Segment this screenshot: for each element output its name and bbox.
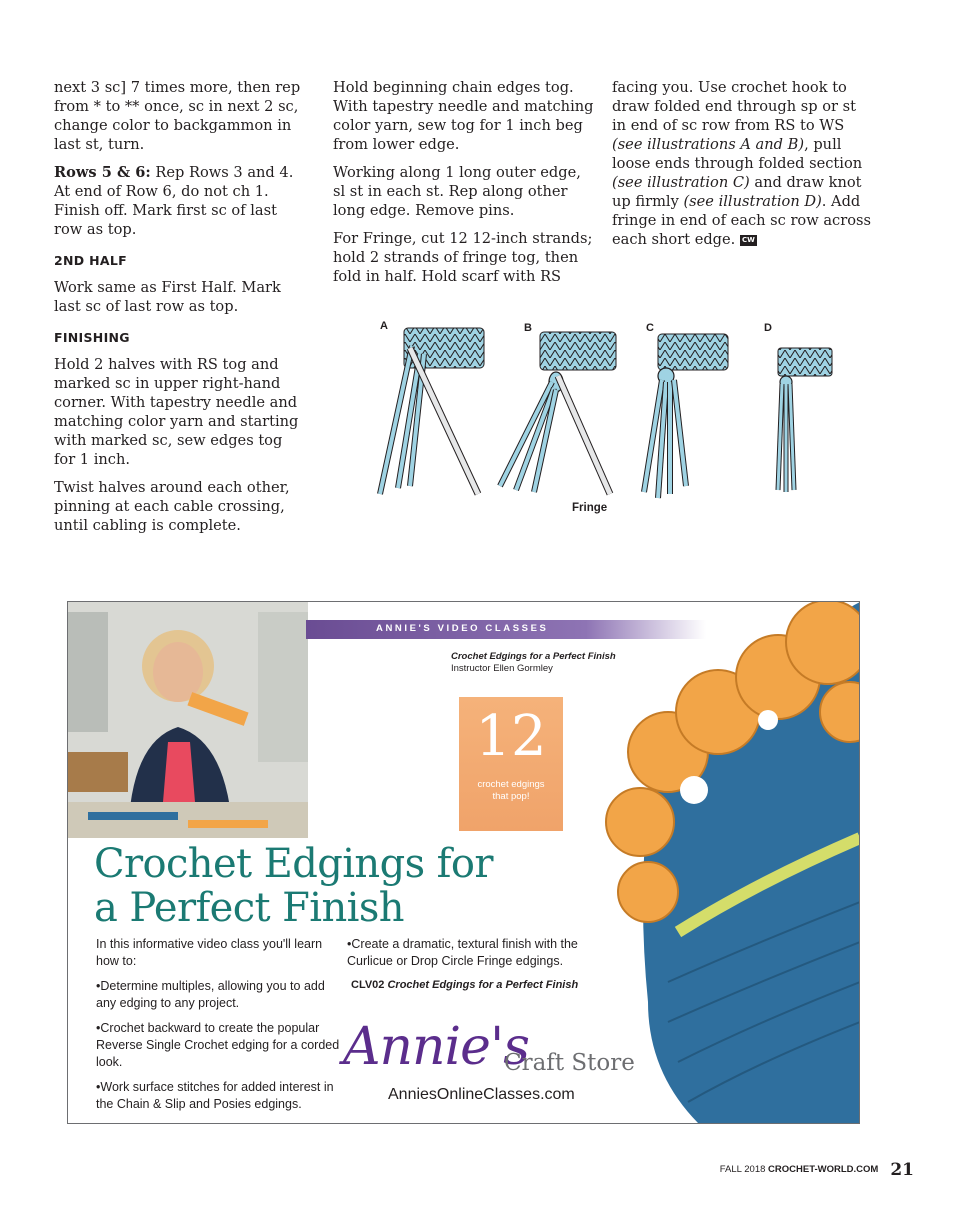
sku-title: Crochet Edgings for a Perfect Finish	[387, 979, 579, 991]
magazine-site: CROCHET-WORLD.COM	[768, 1164, 879, 1175]
sku-code: CLV02	[351, 979, 385, 991]
ad-bullet: •Determine multiples, allowing you to add any edging to any project.	[96, 979, 325, 1010]
illustration-label-b: B	[524, 322, 532, 334]
class-title: Crochet Edgings for a Perfect Finish	[451, 651, 616, 662]
instructor-photo	[68, 602, 308, 838]
ad-bullet-list	[96, 978, 342, 1121]
ad-bullet: •Crochet backward to create the popular Reverse Single Crochet edging for a corded look.	[96, 1021, 340, 1069]
crochet-swatch-illustration	[588, 602, 860, 1123]
heading-2nd-half: 2ND HALF	[54, 253, 127, 268]
illustration-ref: (see illustration D)	[683, 193, 822, 210]
paragraph: next 3 sc] 7 times more, then rep from * to ** once, sc in next 2 sc, change color to backgammon in last st, turn.	[54, 79, 301, 153]
text-run: facing you. Use crochet hook to draw folded end through sp or st in end of sc row from RS to WS	[612, 79, 857, 134]
paragraph-fringe-instructions	[612, 78, 874, 249]
caption-line-1: crochet edgings	[477, 779, 545, 790]
illustration-a	[380, 328, 484, 494]
text-column-3	[612, 78, 874, 258]
instructor-name: Instructor Ellen Gormley	[451, 663, 553, 674]
heading-finishing: FINISHING	[54, 330, 130, 345]
edgings-count-box	[459, 697, 563, 831]
ad-bullet: •Work surface stitches for added interest in the Chain & Slip and Posies edgings.	[96, 1080, 334, 1111]
illustration-label-d: D	[764, 322, 772, 334]
paragraph: For Fringe, cut 12 12-inch strands; hold 2 strands of fringe tog, then fold in half. Hold scarf with RS	[333, 230, 593, 285]
paragraph: Working along 1 long outer edge, sl st in each st. Rep along other long edge. Remove pins.	[333, 164, 581, 219]
craft-store-label: Craft Store	[504, 1050, 635, 1076]
headline-line-1: Crochet Edgings for	[94, 841, 493, 887]
page-number: 21	[890, 1160, 914, 1180]
fringe-diagram	[340, 318, 880, 523]
ad-bullet-list-right	[347, 936, 607, 978]
caption-line-2: that pop!	[492, 791, 530, 802]
paragraph: Hold beginning chain edges tog. With tapestry needle and matching color yarn, sew tog for 1 inch beg from lower edge.	[333, 79, 594, 153]
illustration-label-a: A	[380, 320, 388, 332]
edgings-count: 12	[475, 704, 547, 769]
paragraph: Twist halves around each other, pinning at each cable crossing, until cabling is complete.	[54, 479, 290, 534]
ad-intro: In this informative video class you'll learn how to:	[96, 937, 323, 968]
row-text: Rep Rows 3 and 4. At end of Row 6, do not ch 1. Finish off. Mark first sc of last row as top.	[54, 164, 294, 238]
ad-headline	[94, 842, 493, 930]
illustration-d	[778, 348, 832, 492]
illustration-label-c: C	[646, 322, 654, 334]
instructor-photo-illustration	[68, 602, 308, 838]
paragraph: Work same as First Half. Mark last sc of last row as top.	[54, 279, 281, 315]
paragraph-rows-5-6	[54, 163, 306, 239]
illustration-b	[500, 332, 616, 494]
annies-video-class-ad[interactable]	[67, 601, 860, 1124]
text-run: and draw knot up firmly	[612, 174, 862, 210]
crochet-swatch-photo	[588, 602, 860, 1123]
footer-issue	[720, 1164, 879, 1175]
issue-date: FALL 2018	[719, 1164, 766, 1175]
annies-logo: Annie's	[343, 1017, 529, 1077]
annies-online-classes-link[interactable]: AnniesOnlineClasses.com	[388, 1086, 575, 1103]
text-run: . Add fringe in end of each sc row across each short edge.	[612, 193, 871, 248]
ad-bullet: •Create a dramatic, textural finish with the Curlicue or Drop Circle Fringe edgings.	[347, 937, 578, 968]
banner-text: ANNIE'S VIDEO CLASSES	[376, 623, 549, 634]
text-column-1	[54, 78, 306, 544]
paragraph: Hold 2 halves with RS tog and marked sc in upper right-hand corner. With tapestry needle and matching color yarn and starting with marked sc, sew edges tog for 1 inch.	[54, 356, 299, 468]
illustration-ref: (see illustration C)	[612, 174, 750, 191]
page-footer	[720, 1160, 914, 1180]
text-run: , pull loose ends through folded section	[612, 136, 863, 172]
product-sku	[351, 979, 578, 991]
edgings-count-caption	[459, 779, 563, 803]
headline-line-2: a Perfect Finish	[94, 885, 404, 931]
row-label: Rows 5 & 6:	[54, 164, 151, 181]
fringe-illustrations	[340, 318, 880, 523]
text-column-2	[333, 78, 595, 295]
illustration-c	[644, 334, 728, 498]
illustration-ref: (see illustrations A and B)	[612, 136, 805, 153]
fringe-caption: Fringe	[572, 502, 608, 514]
end-mark-badge: CW	[741, 236, 755, 244]
